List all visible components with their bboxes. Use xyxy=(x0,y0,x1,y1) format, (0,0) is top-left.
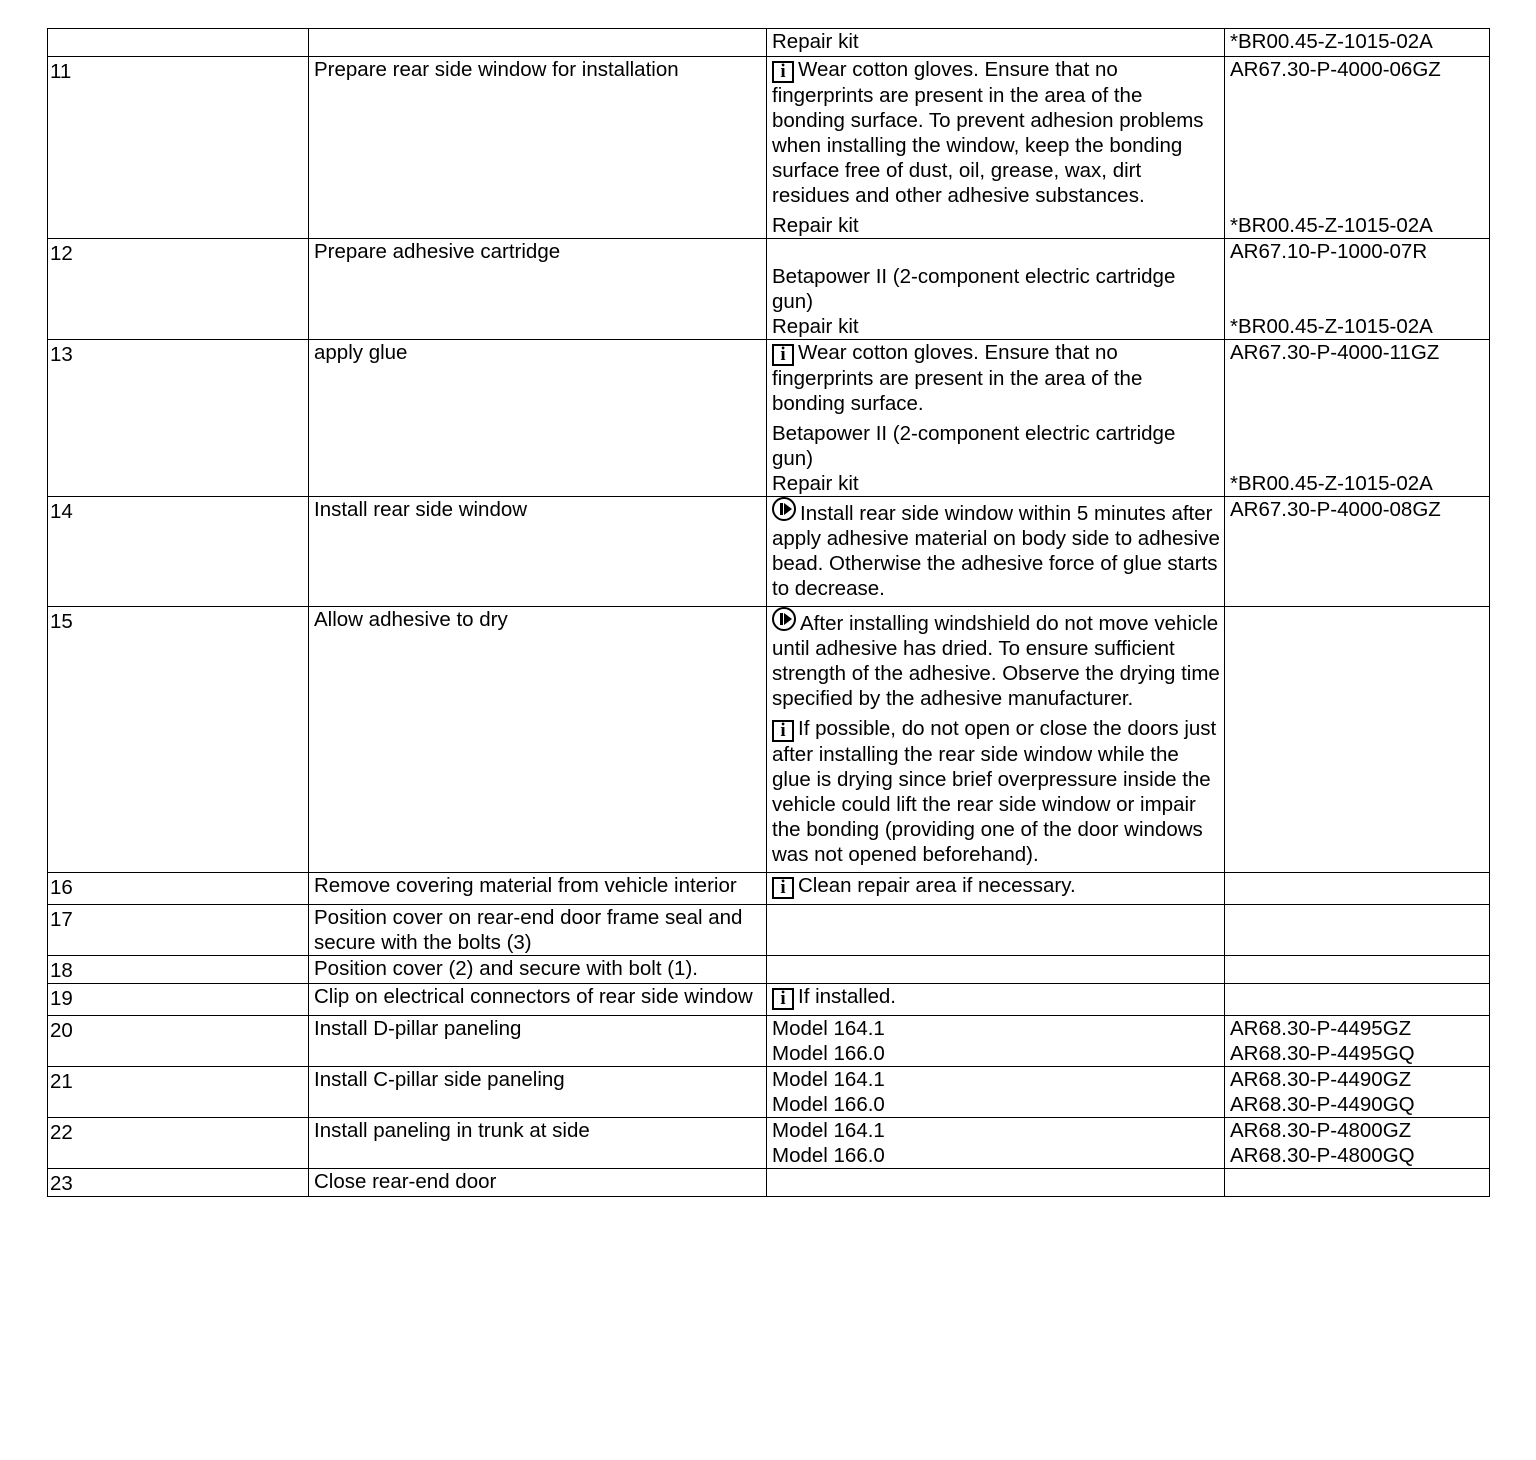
note-icon xyxy=(772,607,796,631)
info-icon: i xyxy=(772,61,794,83)
procedure-table xyxy=(47,28,1490,1197)
step-number-cell xyxy=(48,873,309,905)
step-number-cell xyxy=(48,1169,309,1197)
step-action: Clip on electrical connectors of rear side window xyxy=(314,985,753,1008)
step-reference-cell xyxy=(1225,873,1490,905)
step-number-cell xyxy=(48,1118,309,1169)
note-text: Repair kit xyxy=(772,315,859,338)
step-notes-cell xyxy=(767,340,1225,497)
info-icon: i xyxy=(772,720,794,742)
step-action: Install rear side window xyxy=(314,498,528,521)
reference-code: AR67.30-P-4000-08GZ xyxy=(1230,498,1441,521)
reference-code xyxy=(1230,607,1485,711)
step-number: 20 xyxy=(50,1019,73,1042)
reference-code: AR68.30-P-4495GQ xyxy=(1230,1042,1415,1065)
note-text: Wear cotton gloves. Ensure that no fingerprints are present in the area of the bonding surface. To prevent adhesion problems when installing the window, keep the bonding surface free of dust, oil, grease, wax, dirt residues and other adhesive substances. xyxy=(772,58,1204,207)
step-action: Position cover (2) and secure with bolt (1). xyxy=(314,957,698,980)
note-text: Model 166.0 xyxy=(772,1042,885,1065)
note-icon xyxy=(772,497,796,521)
step-number: 21 xyxy=(50,1070,73,1093)
step-action-cell xyxy=(309,873,767,905)
step-action xyxy=(314,29,762,54)
step-number: 15 xyxy=(50,610,73,633)
step-number-cell xyxy=(48,607,309,873)
step-number-cell xyxy=(48,1016,309,1067)
reference-code: AR68.30-P-4800GQ xyxy=(1230,1144,1415,1167)
procedure-table-body xyxy=(48,29,1490,1197)
note-paragraph xyxy=(772,1143,1220,1168)
table-row xyxy=(48,956,1490,984)
note-paragraph xyxy=(772,471,1220,496)
step-action: Prepare rear side window for installation xyxy=(314,58,679,81)
step-reference-cell xyxy=(1225,1118,1490,1169)
table-row xyxy=(48,1016,1490,1067)
note-paragraph xyxy=(772,264,1220,314)
reference-code: AR67.10-P-1000-07R xyxy=(1230,240,1428,263)
step-number-cell xyxy=(48,956,309,984)
reference-code xyxy=(1230,716,1485,867)
table-row xyxy=(48,1067,1490,1118)
table-row xyxy=(48,57,1490,239)
note-text: If possible, do not open or close the doors just after installing the rear side window while the glue is drying since brief overpressure inside the vehicle could lift the rear side window or impair the bonding (providing one of the door windows was not opened beforehand). xyxy=(772,717,1217,866)
step-notes-cell xyxy=(767,239,1225,340)
step-number-cell xyxy=(48,984,309,1016)
note-paragraph xyxy=(772,873,1220,899)
table-row xyxy=(48,905,1490,956)
step-reference-cell xyxy=(1225,1169,1490,1197)
reference-code: AR68.30-P-4490GQ xyxy=(1230,1093,1415,1116)
step-number: 13 xyxy=(50,343,73,366)
table-row xyxy=(48,340,1490,497)
note-paragraph xyxy=(772,984,1220,1010)
reference-code xyxy=(1230,984,1485,1010)
note-paragraph xyxy=(772,421,1220,471)
table-row xyxy=(48,1118,1490,1169)
step-notes-cell xyxy=(767,607,1225,873)
step-notes-cell xyxy=(767,1118,1225,1169)
step-number: 16 xyxy=(50,876,73,899)
step-notes-cell xyxy=(767,984,1225,1016)
step-action-cell xyxy=(309,1169,767,1197)
step-notes-cell xyxy=(767,497,1225,607)
table-row xyxy=(48,984,1490,1016)
info-icon: i xyxy=(772,877,794,899)
reference-code: AR68.30-P-4490GZ xyxy=(1230,1068,1412,1091)
note-text: Betapower II (2-component electric cartridge gun) xyxy=(772,422,1176,470)
step-number-cell xyxy=(48,905,309,956)
step-reference-cell xyxy=(1225,905,1490,956)
step-reference-cell xyxy=(1225,340,1490,497)
note-paragraph xyxy=(772,213,1220,238)
step-number-cell xyxy=(48,239,309,340)
reference-code: AR67.30-P-4000-11GZ xyxy=(1230,341,1440,364)
step-number: 23 xyxy=(50,1172,73,1195)
reference-code: *BR00.45-Z-1015-02A xyxy=(1230,30,1433,53)
reference-code xyxy=(1230,873,1485,899)
step-number: 14 xyxy=(50,500,73,523)
note-text: Repair kit xyxy=(772,30,859,53)
reference-code: AR67.30-P-4000-06GZ xyxy=(1230,58,1441,81)
note-paragraph xyxy=(772,239,1220,264)
step-number: 11 xyxy=(50,60,72,83)
info-icon: i xyxy=(772,344,794,366)
step-reference-cell xyxy=(1225,1067,1490,1118)
reference-code: *BR00.45-Z-1015-02A xyxy=(1230,315,1433,338)
step-number: 19 xyxy=(50,987,73,1010)
step-number-cell xyxy=(48,1067,309,1118)
step-reference-cell xyxy=(1225,57,1490,239)
step-number-cell xyxy=(48,340,309,497)
step-action: Prepare adhesive cartridge xyxy=(314,240,561,263)
table-row xyxy=(48,497,1490,607)
note-paragraph xyxy=(772,1016,1220,1041)
reference-code: AR68.30-P-4495GZ xyxy=(1230,1017,1412,1040)
step-reference-cell xyxy=(1225,607,1490,873)
table-row xyxy=(48,239,1490,340)
note-text: Model 164.1 xyxy=(772,1119,885,1142)
reference-code: *BR00.45-Z-1015-02A xyxy=(1230,214,1433,237)
step-action: Close rear-end door xyxy=(314,1170,497,1193)
note-text: Clean repair area if necessary. xyxy=(798,874,1076,897)
note-paragraph xyxy=(772,1041,1220,1066)
note-text: After installing windshield do not move vehicle until adhesive has dried. To ensure sufficient strength of the adhesive. Observe the drying time specified by the adhesive manufacturer. xyxy=(772,612,1220,710)
step-action: apply glue xyxy=(314,341,408,364)
note-paragraph xyxy=(772,1067,1220,1092)
note-text: Repair kit xyxy=(772,472,859,495)
note-paragraph xyxy=(772,1092,1220,1117)
step-number xyxy=(50,31,304,56)
step-notes-cell xyxy=(767,1169,1225,1197)
step-action: Position cover on rear-end door frame seal and secure with the bolts (3) xyxy=(314,906,743,954)
table-row xyxy=(48,1169,1490,1197)
step-action-cell xyxy=(309,984,767,1016)
step-action-cell xyxy=(309,1016,767,1067)
step-action-cell xyxy=(309,1067,767,1118)
step-reference-cell xyxy=(1225,984,1490,1016)
note-text: Model 164.1 xyxy=(772,1017,885,1040)
step-number-cell xyxy=(48,497,309,607)
note-text: Repair kit xyxy=(772,214,859,237)
step-number: 18 xyxy=(50,959,73,982)
step-action-cell xyxy=(309,340,767,497)
note-text: Model 164.1 xyxy=(772,1068,885,1091)
step-notes-cell xyxy=(767,905,1225,956)
step-number-cell xyxy=(48,29,309,57)
reference-code xyxy=(1230,264,1485,314)
step-action-cell xyxy=(309,57,767,239)
step-action-cell xyxy=(309,239,767,340)
step-reference-cell xyxy=(1225,497,1490,607)
reference-code xyxy=(1230,421,1485,471)
info-icon: i xyxy=(772,988,794,1010)
note-paragraph xyxy=(772,497,1220,601)
step-notes-cell xyxy=(767,1016,1225,1067)
step-number: 22 xyxy=(50,1121,73,1144)
note-text: Model 166.0 xyxy=(772,1093,885,1116)
table-row xyxy=(48,607,1490,873)
step-action-cell xyxy=(309,607,767,873)
note-paragraph xyxy=(772,1118,1220,1143)
step-notes-cell xyxy=(767,1067,1225,1118)
step-action-cell xyxy=(309,497,767,607)
reference-code: AR68.30-P-4800GZ xyxy=(1230,1119,1412,1142)
step-reference-cell xyxy=(1225,1016,1490,1067)
step-reference-cell xyxy=(1225,239,1490,340)
step-action: Install paneling in trunk at side xyxy=(314,1119,590,1142)
step-notes-cell xyxy=(767,29,1225,57)
step-number: 12 xyxy=(50,242,73,265)
note-text: If installed. xyxy=(798,985,896,1008)
step-action-cell xyxy=(309,956,767,984)
note-text: Wear cotton gloves. Ensure that no fingerprints are present in the area of the bonding surface. xyxy=(772,341,1143,415)
step-notes-cell xyxy=(767,956,1225,984)
step-action: Install C-pillar side paneling xyxy=(314,1068,565,1091)
reference-code: *BR00.45-Z-1015-02A xyxy=(1230,472,1433,495)
note-paragraph xyxy=(772,29,1220,54)
note-paragraph xyxy=(772,57,1220,208)
step-number-cell xyxy=(48,57,309,239)
note-text: Betapower II (2-component electric cartridge gun) xyxy=(772,265,1176,313)
step-reference-cell xyxy=(1225,956,1490,984)
step-notes-cell xyxy=(767,873,1225,905)
note-paragraph xyxy=(772,716,1220,867)
step-action-cell xyxy=(309,29,767,57)
step-action-cell xyxy=(309,905,767,956)
step-action: Install D-pillar paneling xyxy=(314,1017,522,1040)
table-row xyxy=(48,873,1490,905)
step-action: Allow adhesive to dry xyxy=(314,608,508,631)
step-number: 17 xyxy=(50,908,73,931)
step-reference-cell xyxy=(1225,29,1490,57)
step-notes-cell xyxy=(767,57,1225,239)
note-text: Install rear side window within 5 minutes after apply adhesive material on body side to adhesive bead. Otherwise the adhesive force of glue starts to decrease. xyxy=(772,502,1220,600)
step-action: Remove covering material from vehicle interior xyxy=(314,874,737,897)
note-text: Model 166.0 xyxy=(772,1144,885,1167)
note-paragraph xyxy=(772,314,1220,339)
step-action-cell xyxy=(309,1118,767,1169)
table-row xyxy=(48,29,1490,57)
note-paragraph xyxy=(772,340,1220,416)
note-paragraph xyxy=(772,607,1220,711)
